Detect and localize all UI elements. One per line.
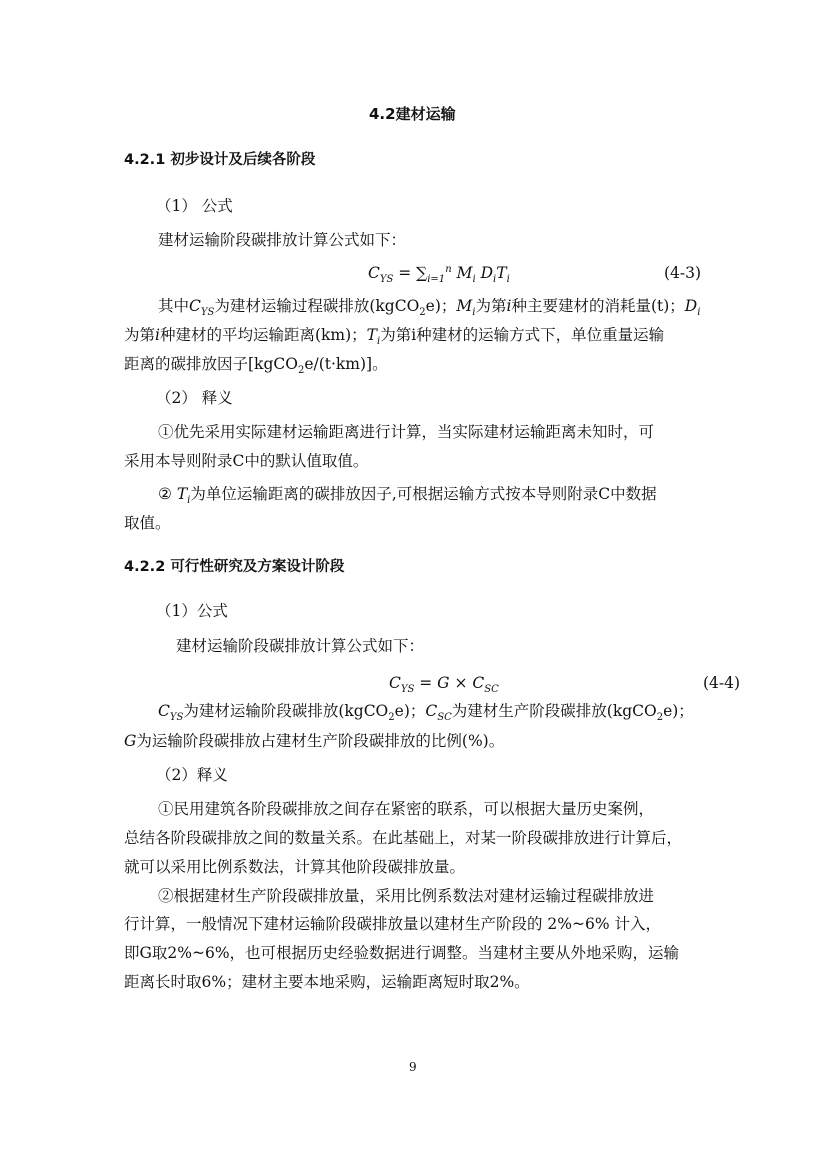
page-number: 9 [409, 1060, 417, 1074]
formula-4-3: $C_{YS} = \sum_{i=1}^n$ $M_i$ $D_iT_i$ [368, 263, 510, 286]
formula-intro-2: 建材运输阶段碳排放计算公式如下： [176, 637, 425, 655]
section-title: 4.2建材运输 [369, 105, 456, 123]
note-2-line-1: ② $T_i$为单位运输距离的碳排放因子,可根据运输方式按本导则附录C中数据 [158, 485, 657, 507]
item-explanation-label-2: （2）释义 [156, 766, 228, 784]
item-formula-label-2: （1）公式 [156, 602, 228, 620]
paragraph-definitions-3: 距离的碳排放因子[kgCO$_2$e/(t·km)]。 [124, 355, 388, 377]
note-1-line-1: ①优先采用实际建材运输距离进行计算，当实际建材运输距离未知时，可 [158, 423, 655, 441]
note-2-line-2: 取值。 [124, 514, 171, 532]
subsection-heading-4-2-2: 4.2.2 可行性研究及方案设计阶段 [124, 559, 345, 575]
paragraph-definitions-4: $C_{YS}$为建材运输阶段碳排放(kgCO$_2$e)；$C_{SC}$为建材生产阶段碳排放(kgCO$_2$e)； [158, 702, 694, 724]
note-1-line-2: 采用本导则附录C中的默认值取值。 [124, 452, 369, 470]
formula-4-4: $C_{YS} = G \times C_{SC}$ [389, 674, 499, 696]
note-4-line-4: 距离长时取6%；建材主要本地采购，运输距离短时取2%。 [124, 973, 530, 991]
paragraph-definitions-1: 其中$C_{YS}$为建材运输过程碳排放(kgCO$_2$e)；$M_i$为第i种主要建材的消耗量(t)；$D_i$ [158, 297, 701, 319]
note-4-line-1: ②根据建材生产阶段碳排放量，采用比例系数法对建材运输过程碳排放进 [158, 887, 655, 905]
note-3-line-1: ①民用建筑各阶段碳排放之间存在紧密的联系，可以根据大量历史案例， [158, 800, 655, 818]
equation-number-4-4: (4-4) [703, 674, 741, 692]
paragraph-definitions-5: G为运输阶段碳排放占建材生产阶段碳排放的比例(%)。 [124, 732, 505, 750]
note-4-line-2: 行计算，一般情况下建材运输阶段碳排放量以建材生产阶段的 2%~6% 计入， [124, 915, 662, 933]
item-explanation-label: （2） 释义 [156, 389, 233, 407]
note-3-line-3: 就可以采用比例系数法，计算其他阶段碳排放量。 [124, 858, 466, 876]
formula-intro: 建材运输阶段碳排放计算公式如下： [158, 231, 407, 249]
equation-number-4-3: (4-3) [664, 264, 702, 282]
subsection-heading-4-2-1: 4.2.1 初步设计及后续各阶段 [124, 152, 316, 168]
paragraph-definitions-2: 为第i种建材的平均运输距离(km)；$T_i$为第i种建材的运输方式下，单位重量运输 [124, 326, 665, 348]
note-3-line-2: 总结各阶段碳排放之间的数量关系。在此基础上，对某一阶段碳排放进行计算后， [124, 829, 683, 847]
item-formula-label: （1） 公式 [156, 197, 233, 215]
note-4-line-3: 即G取2%~6%，也可根据历史经验数据进行调整。当建材主要从外地采购，运输 [124, 944, 680, 962]
